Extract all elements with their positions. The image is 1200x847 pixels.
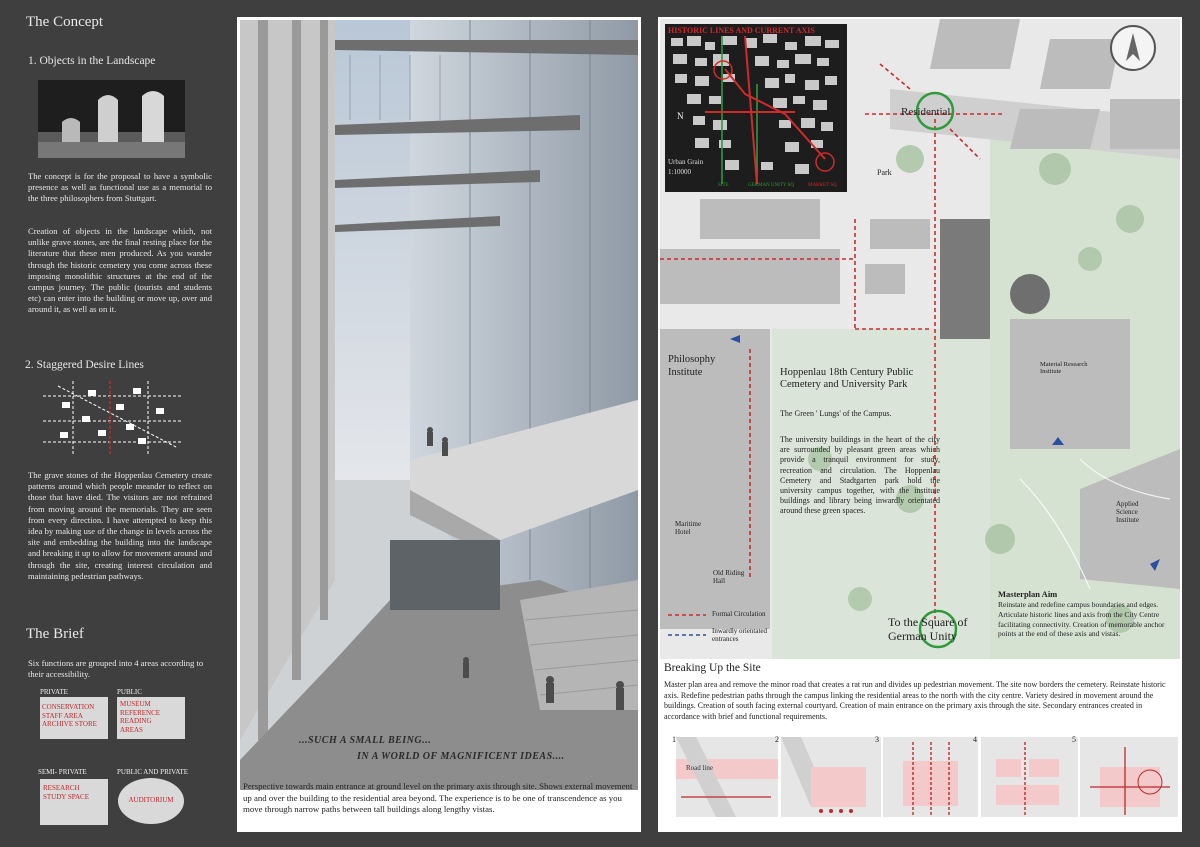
- old-riding-hall-label: Old Riding Hall: [713, 569, 745, 585]
- step-2-diagram: [781, 737, 881, 817]
- step-1-road-label: Road line: [686, 764, 714, 772]
- philosophy-institute-label: Philosophy Institute: [668, 354, 716, 378]
- historic-lines-inset: [665, 24, 847, 192]
- masterplan-board: [658, 17, 1182, 832]
- section-2-paragraph: The grave stones of the Hoppenlau Cemetery create patterns around which people meander to reflect on those that have died. The visitors are not refrained from moving around the memorials. They are seen from every direction. I have attempted to keep this idea by making use of the change in levels across the site and embedding the building into the landscape and breaking it up to allow for movement around and through the site, creating interest circulation and maintaining pedestrian pathways.: [28, 470, 212, 581]
- semi-private-label: SEMI- PRIVATE: [38, 768, 87, 776]
- step-2-number: 2: [775, 735, 779, 744]
- step-4-diagram: [981, 737, 1078, 817]
- inset-scale: 1:10000: [668, 168, 691, 176]
- inset-label-market: MARKET SQ: [808, 183, 837, 188]
- masterplan-aim-text: Reinstate and redefine campus boundaries and edges. Articulate historic lines and axis from the City Centre facilitating connectivity. Creation of memorable anchor points at the end of these axis and vistas.: [998, 600, 1165, 639]
- step-3-number: 3: [875, 735, 879, 744]
- private-box: [40, 697, 108, 739]
- material-institute-label: Material Research Institute: [1040, 361, 1088, 375]
- render-caption: Perspective towards main entrance at ground level on the primary axis through site. Shows external movement up and over the building to the residential area beyond. The experience is to be one of transcendence as you move through narrow paths between tall buildings along lengthy vistas.: [243, 781, 633, 814]
- section-1-heading: 1. Objects in the Landscape: [28, 55, 156, 67]
- private-items: CONSERVATION STAFF AREA ARCHIVE STORE: [42, 703, 97, 728]
- auditorium-label: AUDITORIUM: [128, 796, 174, 804]
- square-label: To the Square of German Unity: [888, 615, 968, 643]
- inset-label-site: SITE: [718, 183, 729, 188]
- semi-private-box: [40, 779, 108, 825]
- private-label: PRIVATE: [40, 688, 68, 696]
- step-1-diagram: [676, 737, 778, 817]
- render-board: [237, 17, 641, 832]
- public-label: PUBLIC: [117, 688, 142, 696]
- legend-inward-entrances: Inwardly orientated entrances: [712, 627, 768, 643]
- breaking-title: Breaking Up the Site: [664, 662, 761, 674]
- gravestones-photo: [38, 80, 185, 158]
- public-and-private-label: PUBLIC AND PRIVATE: [117, 768, 189, 776]
- park-label: Park: [877, 168, 892, 177]
- section-1-paragraph-2: Creation of objects in the landscape which, not unlike grave stones, are the final resting place for the literature that these men produced. As you wander through the historic cemetery you come across these imposing monolithic structures at the end of the campus journey. The public (tourists and students etc) can enter into the building or move up, over and around it, as well as on it.: [28, 226, 212, 315]
- step-5-number: 5: [1072, 735, 1076, 744]
- step-5-diagram: [1080, 737, 1178, 817]
- cemetery-title: Hoppenlau 18th Century Public Cemetery and University Park: [780, 367, 914, 390]
- slogan-line-2: IN A WORLD OF MAGNIFICENT IDEAS....: [357, 751, 565, 762]
- inset-north-label: N: [677, 111, 684, 121]
- slogan-line-1: ...SUCH A SMALL BEING...: [299, 735, 432, 746]
- section-2-heading: 2. Staggered Desire Lines: [25, 359, 144, 371]
- map-legend: [666, 609, 786, 649]
- masterplan-aim-title: Masterplan Aim: [998, 589, 1058, 599]
- semi-private-items: RESEARCH STUDY SPACE: [43, 784, 89, 801]
- brief-title: The Brief: [26, 626, 84, 642]
- section-1-paragraph-1: The concept is for the proposal to have a symbolic presence as well as functional use as a memorial to the three philosophers from Stuttgart.: [28, 171, 212, 204]
- north-arrow-icon: [1110, 25, 1156, 71]
- inset-urban-grain: Urban Grain: [668, 158, 704, 166]
- concept-title: The Concept: [26, 14, 104, 30]
- step-3-diagram: [883, 737, 978, 817]
- public-box: [117, 697, 185, 739]
- inset-label-unity: GERMAN UNITY SQ: [748, 183, 794, 188]
- breaking-text: Master plan area and remove the minor road that creates a rat run and divides up pedestrian movement. The site now borders the cemetery. Reinstate historic axis. Redefine pedestrian paths through the campus linking the residential areas to the north with the city centre. Variety desired in movement around the buildings. Creation of south facing external courtyard. Creation of main entrance on the primary axis through the site. Secondary entrances created in accordance with brief and functional requirements.: [664, 680, 1166, 721]
- public-items: MUSEUM REFERENCE READING AREAS: [120, 700, 161, 734]
- inset-title: HISTORIC LINES AND CURRENT AXIS: [668, 26, 815, 35]
- auditorium-ellipse: [118, 778, 184, 824]
- maritime-hotel-label: Maritime Hotel: [675, 520, 702, 536]
- brief-paragraph: Six functions are grouped into 4 areas according to their accessibility.: [28, 658, 204, 680]
- residential-label: Residential: [901, 106, 951, 118]
- perspective-render: [240, 20, 638, 790]
- desire-lines-diagram: [38, 376, 188, 456]
- step-4-number: 4: [973, 735, 977, 744]
- green-lungs-label: The Green ' Lungs' of the Campus.: [780, 409, 892, 418]
- legend-formal-circulation: Formal Circulation: [712, 610, 766, 618]
- cemetery-text: The university buildings in the heart of the city are surrounded by pleasant green areas which provide a tranquil environment for study, recreation and circulation. The Hoppenlau Cemetery and Stadtgarten park hold the university campus together, with the institute buildings and library being inwardly orientated around these green spaces.: [780, 435, 940, 516]
- applied-science-label: Applied Science Institute: [1116, 500, 1139, 524]
- step-1-number: 1: [672, 735, 676, 744]
